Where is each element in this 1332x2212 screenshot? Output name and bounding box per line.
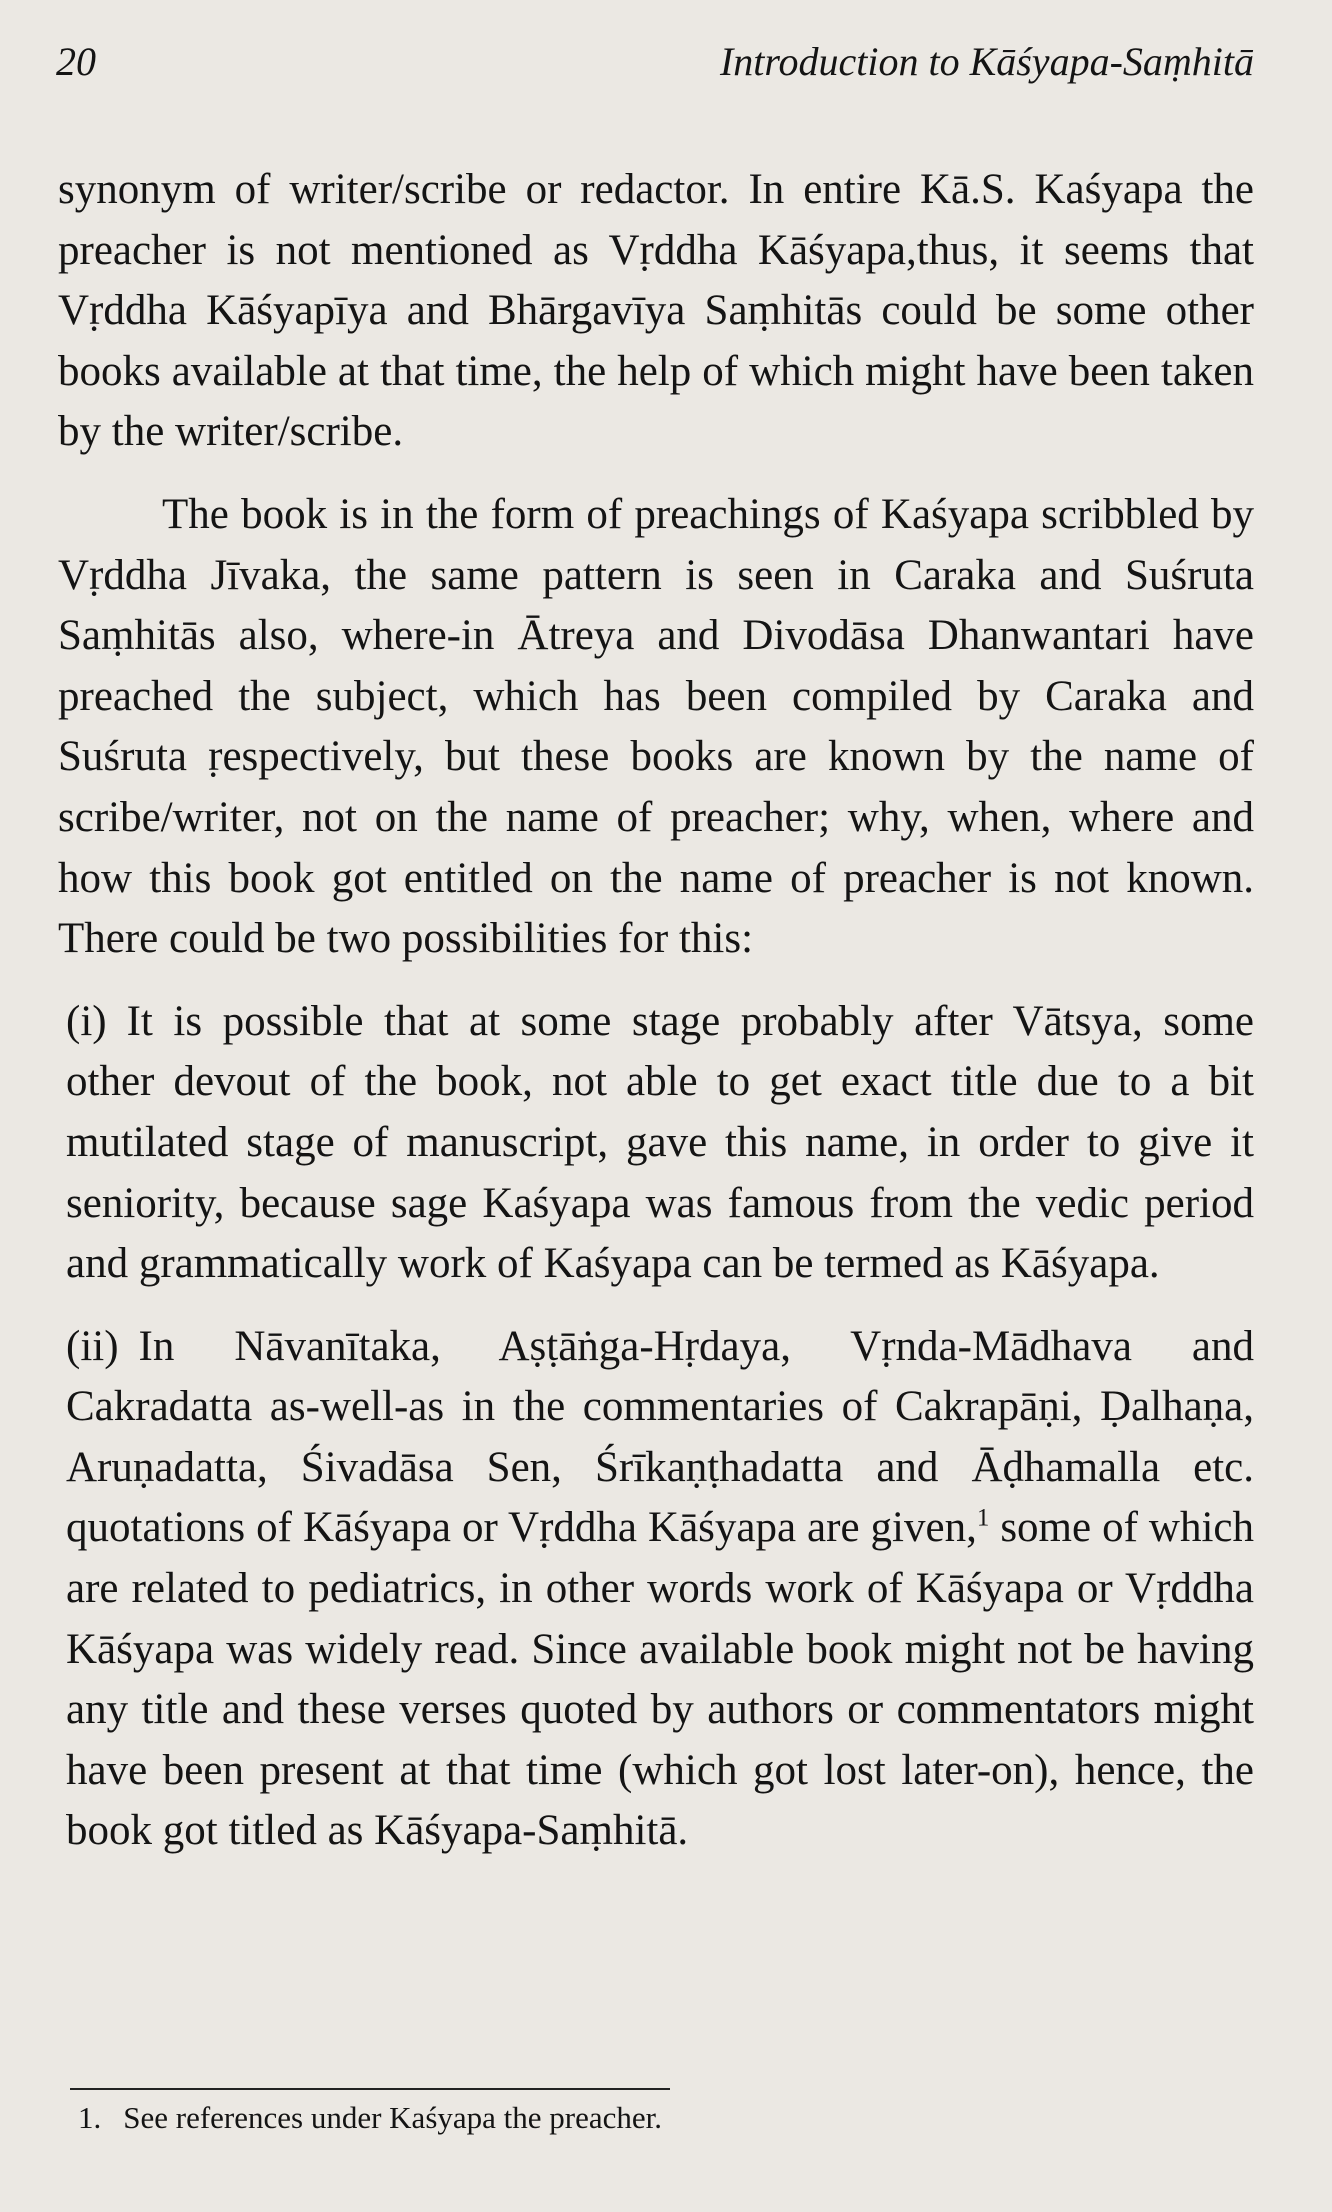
list-item-text-part-1: In Nāvanītaka, Aṣṭāṅga-Hṛdaya, Vṛnda-Mādhava and Cakradatta as-well-as in the commentaries of Cakrapāṇi, Ḍalhaṇa, Aruṇadatta, Śivadāsa Sen, Śrīkaṇṭhadatta and Āḍhamalla etc. quotations of Kāśyapa or Vṛddha Kāśyapa are given,	[66, 1322, 1254, 1552]
list-marker: (ii)	[66, 1322, 119, 1370]
paragraph-1: synonym of writer/scribe or redactor. In entire Kā.S. Kaśyapa the preacher is not mentioned as Vṛddha Kāśyapa,thus, it seems that Vṛddha Kāśyapīya and Bhārgavīya Saṃhitās could be some other books available at that time, the help of which might have been taken by the writer/scribe.	[58, 166, 1254, 456]
footnote-divider	[70, 2088, 670, 2090]
footnote-text: See references under Kaśyapa the preacher.	[123, 2100, 662, 2135]
list-item-2	[66, 1317, 1254, 1862]
footnote-number: 1.	[78, 2100, 102, 2135]
footnote-reference: 1	[976, 1505, 990, 1533]
footnote	[78, 2100, 662, 2136]
list-marker: (i)	[66, 997, 107, 1045]
page-number: 20	[56, 39, 96, 84]
page-header	[56, 38, 1254, 98]
paragraph-2: The book is in the form of preachings of Kaśyapa scribbled by Vṛddha Jīvaka, the same pattern is seen in Caraka and Suśruta Saṃhitās also, where-in Ātreya and Divodāsa Dhanwantari have preached the subject, which has been compiled by Caraka and Suśruta ṛespectively, but these books are known by the name of scribe/writer, not on the name of preacher; why, when, where and how this book got entitled on the name of preacher is not known. There could be two possibilities for this:	[58, 490, 1254, 963]
list-item-text: It is possible that at some stage probably after Vātsya, some other devout of the book, not able to get exact title due to a bit mutilated stage of manuscript, gave this name, in order to give it seniority, because sage Kaśyapa was famous from the vedic period and grammatically work of Kaśyapa can be termed as Kāśyapa.	[66, 997, 1254, 1288]
body-text	[58, 160, 1254, 1862]
list-item-1	[66, 992, 1254, 1295]
list-item-text-part-2: some of which are related to pediatrics, in other words work of Kāśyapa or Vṛddha Kāśyapa was widely read. Since available book might not be having any title and these verses quoted by authors or commentators might have been present at that time (which got lost later-on), hence, the book got titled as Kāśyapa-Saṃhitā.	[66, 1504, 1254, 1855]
running-title: Introduction to Kāśyapa-Saṃhitā	[719, 39, 1254, 84]
